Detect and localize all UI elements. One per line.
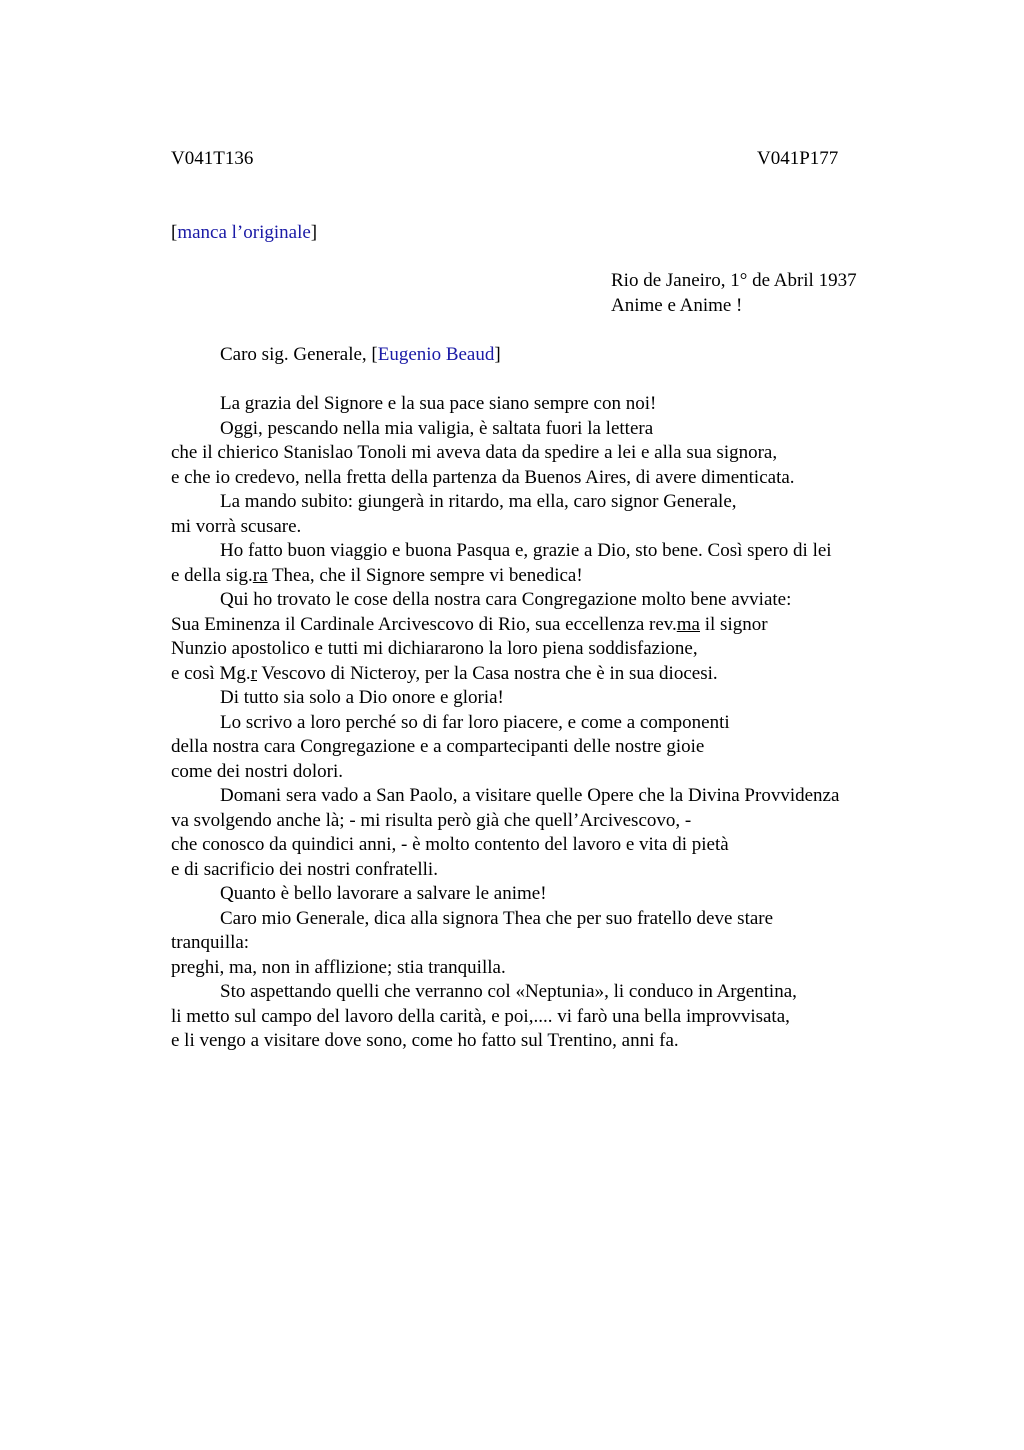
body-line: che conosco da quindici anni, - è molto contento del lavoro e vita di pietà <box>171 834 729 855</box>
body-text-segment: Thea, che il Signore sempre vi benedica! <box>267 564 583 586</box>
underlined-abbreviation: ma <box>676 613 700 635</box>
body-line: e li vengo a visitare dove sono, come ho fatto sul Trentino, anni fa. <box>171 1030 679 1051</box>
body-line: che il chierico Stanislao Tonoli mi aveva data da spedire a lei e alla sua signora, <box>171 442 778 463</box>
body-text-segment: e così Mg. <box>171 662 251 684</box>
underlined-abbreviation: ra <box>252 564 268 586</box>
body-line: Lo scrivo a loro perché so di far loro piacere, e come a componenti <box>220 711 730 733</box>
body-line: va svolgendo anche là; - mi risulta però già che quell’Arcivescovo, - <box>171 809 692 831</box>
body-line: Domani sera vado a San Paolo, a visitare quelle Opere che la Divina Provvidenza <box>220 785 840 806</box>
salutation-close-bracket: ] <box>494 344 501 365</box>
place-date-line: Rio de Janeiro, 1° de Abril 1937 <box>611 270 857 291</box>
body-line: Sto aspettando quelli che verranno col «Neptunia», li conduco in Argentina, <box>220 981 797 1002</box>
body-line: La grazia del Signore e la sua pace siano sempre con noi! <box>220 393 657 414</box>
body-line: Quanto è bello lavorare a salvare le anime! <box>220 883 547 904</box>
body-line: e di sacrificio dei nostri confratelli. <box>171 858 438 880</box>
body-line: come dei nostri dolori. <box>171 760 344 782</box>
document-code-right: V041P177 <box>757 148 839 169</box>
body-line: e che io credevo, nella fretta della partenza da Buenos Aires, di avere dimenticata. <box>171 466 795 488</box>
body-line: La mando subito: giungerà in ritardo, ma ella, caro signor Generale, <box>220 491 737 512</box>
place-date-block <box>611 269 857 318</box>
salutation <box>220 343 501 367</box>
note-close-bracket: ] <box>310 222 318 243</box>
note-open-bracket: [ <box>171 222 178 243</box>
body-text-segment: e della sig. <box>171 564 253 586</box>
body-line: li metto sul campo del lavoro della carità, e poi,.... vi farò una bella improvvisata, <box>171 1005 790 1027</box>
body-line: della nostra cara Congregazione e a compartecipanti delle nostre gioie <box>171 736 705 757</box>
body-line <box>171 564 931 589</box>
note-text: manca l’originale <box>177 222 311 243</box>
body-text-segment: Vescovo di Nicteroy, per la Casa nostra che è in sua diocesi. <box>257 662 718 684</box>
body-line: preghi, ma, non in afflizione; stia tranquilla. <box>171 956 506 978</box>
underlined-abbreviation: r <box>250 662 258 684</box>
body-line: Nunzio apostolico e tutti mi dichiararono la loro piena soddisfazione, <box>171 638 698 659</box>
document-code-left: V041T136 <box>171 148 254 169</box>
salutation-text: Caro sig. Generale, [ <box>220 344 378 365</box>
editorial-note <box>171 221 317 245</box>
recipient-name: Eugenio Beaud <box>377 344 495 365</box>
body-line: tranquilla: <box>171 932 250 953</box>
letter-body <box>171 392 931 1054</box>
body-line: Caro mio Generale, dica alla signora Thea che per suo fratello deve stare <box>220 907 774 929</box>
body-line: Oggi, pescando nella mia valigia, è saltata fuori la lettera <box>220 417 654 439</box>
body-text-segment: il signor <box>700 613 768 635</box>
body-line: Qui ho trovato le cose della nostra cara Congregazione molto bene avviate: <box>220 589 792 610</box>
body-line: mi vorrà scusare. <box>171 515 302 537</box>
motto-line: Anime e Anime ! <box>611 294 743 316</box>
body-line <box>171 613 931 638</box>
body-line: Di tutto sia solo a Dio onore e gloria! <box>220 687 504 708</box>
body-line <box>171 662 931 687</box>
body-text-segment: Sua Eminenza il Cardinale Arcivescovo di Rio, sua eccellenza rev. <box>171 613 677 635</box>
body-line: Ho fatto buon viaggio e buona Pasqua e, grazie a Dio, sto bene. Così spero di lei <box>220 540 832 561</box>
